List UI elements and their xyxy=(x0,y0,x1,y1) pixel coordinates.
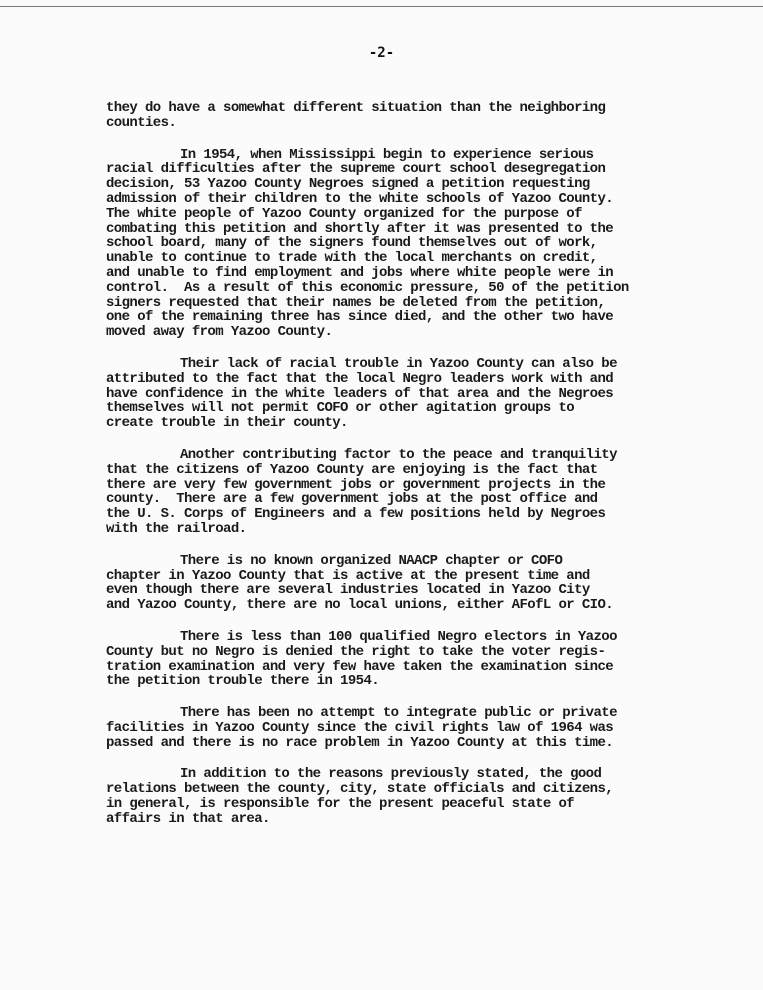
text-line: that the citizens of Yazoo County are enjoying is the fact that xyxy=(106,461,598,478)
paragraph xyxy=(106,448,726,537)
text-line: In addition to the reasons previously stated, the good xyxy=(180,766,602,783)
text-line: one of the remaining three has since died, and the other two have xyxy=(106,309,614,326)
text-line: There is no known organized NAACP chapter or COFO xyxy=(180,552,563,569)
text-line: control. As a result of this economic pressure, 50 of the petition xyxy=(106,279,629,296)
text-line: There has been no attempt to integrate public or private xyxy=(180,705,617,722)
paragraph xyxy=(106,767,726,826)
text-line: county. There are a few government jobs at the post office and xyxy=(106,491,598,508)
text-line: moved away from Yazoo County. xyxy=(106,324,333,341)
paragraph xyxy=(106,101,726,131)
text-line: with the railroad. xyxy=(106,520,247,537)
text-line: counties. xyxy=(106,114,177,131)
text-line: admission of their children to the white schools of Yazoo County. xyxy=(106,190,614,207)
top-scan-border xyxy=(0,6,763,7)
text-line: In 1954, when Mississippi begin to experience serious xyxy=(180,146,594,163)
text-line: facilities in Yazoo County since the civil rights law of 1964 was xyxy=(106,719,614,736)
paragraph xyxy=(106,148,726,340)
paragraph xyxy=(106,554,726,613)
paragraph xyxy=(106,706,726,750)
text-line: passed and there is no race problem in Yazoo County at this time. xyxy=(106,734,614,751)
text-line: Another contributing factor to the peace and tranquility xyxy=(180,446,617,463)
text-line: combating this petition and shortly after it was presented to the xyxy=(106,220,614,237)
text-line: themselves will not permit COFO or other agitation groups to xyxy=(106,400,575,417)
document-body xyxy=(106,101,726,844)
text-line: and Yazoo County, there are no local unions, either AFofL or CIO. xyxy=(106,597,614,614)
text-line: even though there are several industries located in Yazoo City xyxy=(106,582,590,599)
text-line: the U. S. Corps of Engineers and a few positions held by Negroes xyxy=(106,506,606,523)
text-line: and unable to find employment and jobs where white people were in xyxy=(106,264,614,281)
text-line: signers requested that their names be deleted from the petition, xyxy=(106,294,606,311)
text-line: unable to continue to trade with the local merchants on credit, xyxy=(106,250,598,267)
text-line: create trouble in their county. xyxy=(106,415,348,432)
text-line: attributed to the fact that the local Negro leaders work with and xyxy=(106,370,614,387)
text-line: The white people of Yazoo County organized for the purpose of xyxy=(106,205,582,222)
text-line: racial difficulties after the supreme court school desegregation xyxy=(106,161,606,178)
text-line: in general, is responsible for the present peaceful state of xyxy=(106,796,575,813)
text-line: There is less than 100 qualified Negro electors in Yazoo xyxy=(180,628,617,645)
page-number: -2- xyxy=(368,45,395,61)
text-line: have confidence in the white leaders of that area and the Negroes xyxy=(106,385,614,402)
text-line: Their lack of racial trouble in Yazoo County can also be xyxy=(180,355,617,372)
text-line: relations between the county, city, state officials and citizens, xyxy=(106,781,614,798)
text-line: decision, 53 Yazoo County Negroes signed a petition requesting xyxy=(106,176,590,193)
text-line: County but no Negro is denied the right to take the voter regis- xyxy=(106,643,606,660)
paragraph xyxy=(106,357,726,431)
text-line: school board, many of the signers found themselves out of work, xyxy=(106,235,598,252)
text-line: there are very few government jobs or government projects in the xyxy=(106,476,606,493)
text-line: chapter in Yazoo County that is active at the present time and xyxy=(106,567,590,584)
text-line: the petition trouble there in 1954. xyxy=(106,673,380,690)
text-line: tration examination and very few have taken the examination since xyxy=(106,658,614,675)
text-line: affairs in that area. xyxy=(106,810,270,827)
paragraph xyxy=(106,630,726,689)
text-line: they do have a somewhat different situation than the neighboring xyxy=(106,100,606,116)
